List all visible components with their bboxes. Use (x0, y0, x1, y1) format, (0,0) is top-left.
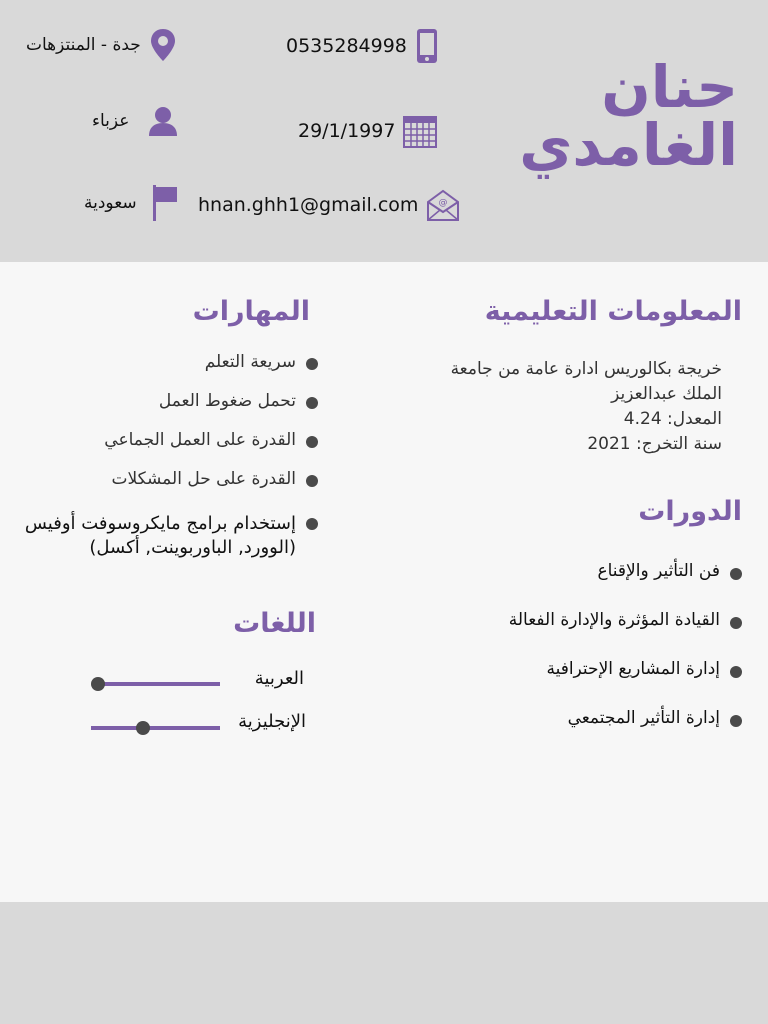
list-item: سريعة التعلم (0, 352, 318, 391)
full-name (438, 53, 738, 179)
phone-number: 0535284998 (286, 35, 407, 57)
education-details (402, 357, 722, 457)
bullet-dot (730, 715, 742, 727)
bullet-dot (306, 518, 318, 530)
person-icon (147, 106, 179, 136)
courses-list (509, 561, 742, 757)
language-level-knob-english (136, 721, 150, 735)
last-name: الغامدي (519, 111, 738, 179)
footer-band (0, 902, 768, 1024)
bullet-dot (730, 666, 742, 678)
first-name: حنان (601, 53, 738, 121)
bullet-dot (306, 397, 318, 409)
marital-status-text: عزباء (92, 111, 130, 131)
bullet-dot (306, 475, 318, 487)
language-level-knob-arabic (91, 677, 105, 691)
nationality-text: سعودية (84, 193, 137, 213)
list-item: القدرة على حل المشكلات (0, 469, 318, 508)
education-line: خريجة بكالوريس ادارة عامة من جامعة (450, 359, 722, 379)
list-item: إدارة التأثير المجتمعي (509, 708, 742, 757)
language-bar-arabic (98, 682, 220, 686)
courses-heading: الدورات (638, 496, 742, 527)
list-item: القيادة المؤثرة والإدارة الفعالة (509, 610, 742, 659)
header-band (0, 0, 768, 262)
education-line: سنة التخرج: 2021 (587, 434, 722, 454)
education-line: الملك عبدالعزيز (611, 384, 722, 404)
location-contact (26, 28, 177, 62)
bullet-dot (730, 617, 742, 629)
education-heading: المعلومات التعليمية (484, 296, 742, 327)
skills-list (0, 352, 318, 560)
marital-status-contact (92, 106, 179, 136)
map-pin-icon (149, 28, 177, 62)
skills-heading: المهارات (192, 296, 310, 327)
list-item: إدارة المشاريع الإحترافية (509, 659, 742, 708)
list-item: تحمل ضغوط العمل (0, 391, 318, 430)
flag-icon (151, 184, 179, 222)
birthdate-contact (298, 114, 437, 148)
bullet-dot (306, 358, 318, 370)
birthdate-text: 29/1/1997 (298, 120, 396, 142)
calendar-icon (403, 114, 437, 148)
language-bar-english (91, 726, 220, 730)
language-name-arabic: العربية (254, 668, 304, 689)
svg-text:@: @ (438, 198, 448, 208)
education-line: المعدل: 4.24 (623, 409, 722, 429)
bullet-dot (306, 436, 318, 448)
list-item: القدرة على العمل الجماعي (0, 430, 318, 469)
bullet-dot (730, 568, 742, 580)
language-name-english: الإنجليزية (238, 711, 306, 732)
location-text: جدة - المنتزهات (26, 35, 141, 55)
languages-heading: اللغات (233, 608, 316, 639)
nationality-contact (84, 184, 179, 222)
phone-icon (415, 28, 439, 64)
envelope-icon (426, 188, 460, 222)
phone-contact (286, 28, 439, 64)
email-text: hnan.ghh1@gmail.com (198, 194, 419, 216)
list-item: إستخدام برامج مايكروسوفت أوفيس (الوورد, الباوربوينت, أكسل) (0, 512, 318, 560)
email-contact (198, 188, 460, 222)
list-item: فن التأثير والإقناع (509, 561, 742, 610)
